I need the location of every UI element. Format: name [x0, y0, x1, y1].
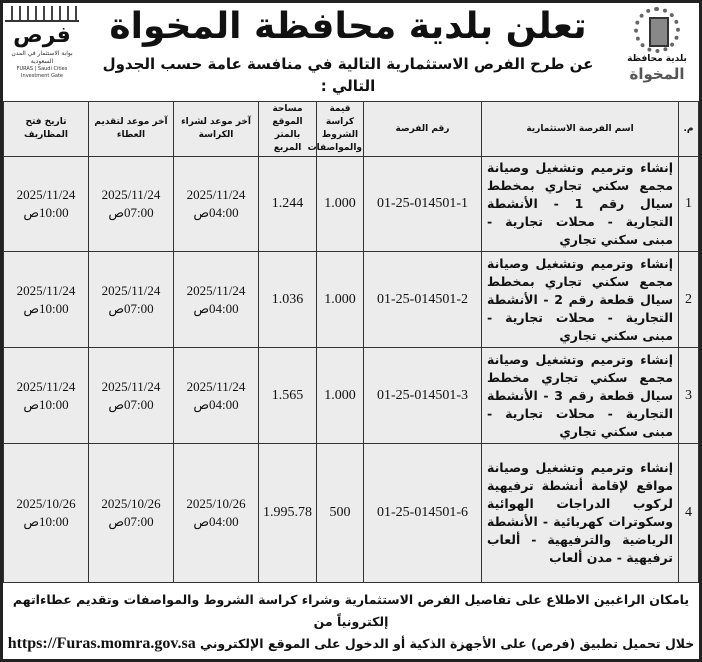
column-header: آخر موعد لتقديم العطاء	[89, 102, 174, 157]
submit-deadline: 2025/11/24	[101, 282, 161, 298]
opening-date-time: 10:00ص	[23, 514, 69, 529]
table-row	[4, 252, 699, 348]
submit-deadline: 2025/11/24	[101, 378, 161, 394]
opportunity-name: إنشاء وترميم وتشغيل وصيانة مجمع سكني تجاري بمخطط سيال رقم 1 - الأنشطة التجارية - محلات تجارية - مبنى سكني تجاري	[487, 160, 673, 247]
opportunity-id: 01-25-014501-2	[377, 291, 468, 307]
opportunities-table	[3, 101, 699, 583]
footer-line1: يامكان الراغبين الاطلاع على تفاصيل الفرص الاستثمارية وشراء كراسة الشروط والمواصفات وتقديم عطاءاتهم إلكترونياً من	[12, 592, 690, 629]
submit-deadline-time: 07:00ص	[108, 205, 154, 220]
buy-deadline: 2025/11/24	[186, 187, 246, 202]
row-number: 4	[685, 505, 692, 520]
column-header: قيمة كراسة الشروط والمواصفات	[317, 102, 364, 157]
furas-tagline: بوابة الاستثمار في المدن السعودية	[11, 50, 73, 65]
table-row	[4, 157, 699, 252]
opening-date: 2025/10/26	[16, 496, 76, 511]
website-link[interactable]: https://Furas.momra.gov.sa	[7, 635, 196, 652]
opening-date: 2025/11/24	[16, 282, 76, 298]
opening-date: 2025/11/24	[16, 187, 76, 202]
opportunity-name: إنشاء وترميم وتشغيل وصيانة مجمع سكني تجاري مخطط سيال قطعة رقم 3 - الأنشطة التجارية - محلات تجارية - مبنى سكني تجاري	[487, 351, 674, 439]
page-subtitle: عن طرح الفرص الاستثمارية التالية في منافسة عامة حسب الجدول التالي :	[102, 55, 594, 95]
submit-deadline-time: 07:00ص	[108, 514, 154, 529]
opportunity-id: 01-25-014501-1	[377, 196, 468, 211]
opportunity-name: إنشاء وترميم وتشغيل وصيانة مواقع لإقامة أنشطة ترفيهية لركوب الدراجات الهوائية وسكوترات كهربائية - الأنشطة الرياضية والترفيهية - ألعاب ترفيهية - مدن ألعاب	[487, 460, 673, 565]
submit-deadline: 2025/10/26	[101, 496, 161, 511]
site-area: 1.565	[271, 387, 304, 403]
buy-deadline-time: 04:00ص	[193, 205, 239, 220]
opening-date-time: 10:00ص	[23, 396, 69, 412]
opportunity-id: 01-25-014501-3	[377, 387, 468, 403]
row-number: 3	[685, 387, 692, 403]
table-row	[4, 348, 699, 444]
footer-note	[3, 583, 699, 659]
column-header: تاريخ فتح المظاريف	[4, 102, 89, 157]
buy-deadline: 2025/11/24	[186, 378, 246, 394]
buy-deadline-time: 04:00ص	[193, 514, 239, 529]
booklet-fee: 500	[329, 505, 351, 520]
skyline-icon	[5, 6, 79, 22]
page-title: تعلن بلدية محافظة المخواة	[109, 6, 587, 47]
logo-line2: المخواة	[629, 65, 685, 83]
column-header: م.	[679, 102, 699, 157]
site-area: 1.995.78	[263, 505, 312, 520]
submit-deadline-time: 07:00ص	[108, 300, 154, 316]
buy-deadline-time: 04:00ص	[193, 396, 239, 412]
furas-tagline-en: FURAS | Saudi Cities Investment Gate	[16, 66, 68, 79]
footer-line2: خلال تحميل تطبيق (فرص) على الأجهزة الذكية أو الدخول على الموقع الإلكتروني	[200, 636, 695, 651]
opening-date-time: 10:00ص	[23, 205, 69, 220]
booklet-fee: 1.000	[324, 196, 356, 211]
row-number: 2	[685, 291, 692, 307]
column-header: رقم الفرصة	[364, 102, 482, 157]
opening-date-time: 10:00ص	[23, 300, 69, 316]
booklet-fee: 1.000	[324, 291, 356, 307]
buy-deadline: 2025/11/24	[186, 282, 246, 298]
opportunity-id: 01-25-014501-6	[377, 505, 468, 520]
furas-logo	[3, 3, 81, 101]
logo-line1: بلدية محافظة	[627, 54, 687, 64]
emblem-icon	[634, 7, 680, 53]
column-header: آخر موعد لشراء الكراسة	[174, 102, 259, 157]
site-area: 1.036	[271, 291, 304, 307]
booklet-fee: 1.000	[324, 387, 356, 403]
header-text	[81, 3, 615, 101]
submit-deadline-time: 07:00ص	[108, 396, 154, 412]
opening-date: 2025/11/24	[16, 378, 76, 394]
buy-deadline: 2025/10/26	[186, 496, 246, 511]
furas-logo-name: فرص	[13, 23, 71, 48]
column-header: مساحة الموقع بالمتر المربع	[259, 102, 317, 157]
opportunity-name: إنشاء وترميم وتشغيل وصيانة مجمع سكني تجاري بمخطط سيال قطعة رقم 2 - الأنشطة التجارية - محلات تجارية - مبنى سكني تجاري	[487, 255, 674, 343]
submit-deadline: 2025/11/24	[101, 187, 161, 202]
header	[3, 3, 699, 101]
buy-deadline-time: 04:00ص	[193, 300, 239, 316]
column-header: اسم الفرصة الاستثمارية	[482, 102, 679, 157]
row-number: 1	[685, 196, 692, 211]
municipality-logo	[615, 3, 699, 101]
site-area: 1.244	[271, 196, 304, 211]
table-row	[4, 444, 699, 583]
